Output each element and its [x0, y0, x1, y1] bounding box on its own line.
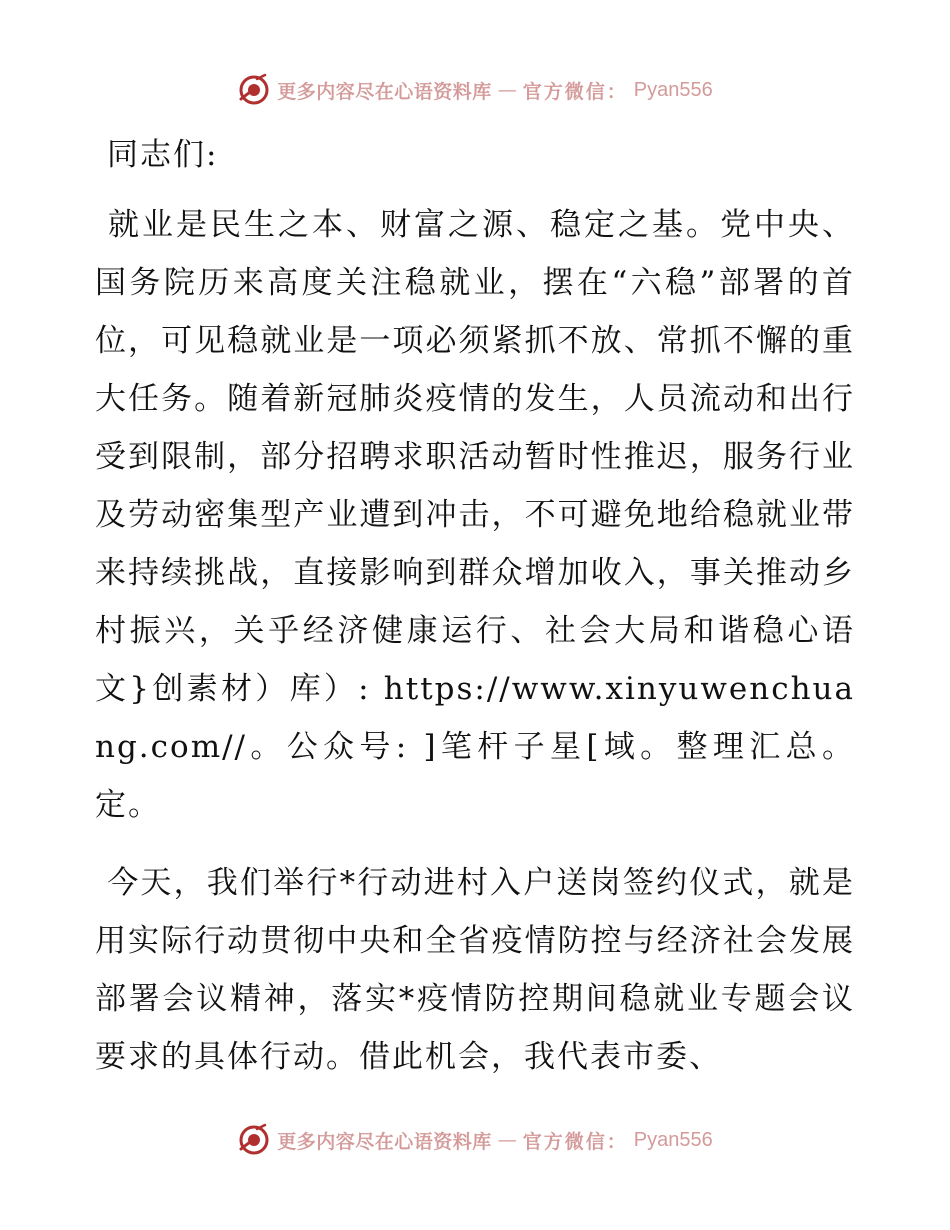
banner-wechat-label: 官方微信： — [522, 80, 628, 103]
document-body — [95, 120, 855, 1106]
paragraph — [95, 854, 855, 1086]
salutation: 同志们: — [107, 137, 219, 173]
paragraph-text: 就业是民生之本、财富之源、稳定之基。党中央、国务院历来高度关注稳就业，摆在“六稳”部署的首位，可见稳就业是一项必须紧抓不放、常抓不懈的重大任务。随着新冠肺炎疫情的发生，人员流动和出行受到限制，部分招聘求职活动暂时性推迟，服务行业及劳动密集型产业遭到冲击，不可避免地给稳就业带来持续挑战，直接影响到群众增加收入，事关推动乡村振兴，关乎经济健康运行、社会大局和谐稳心语文}创素材）库）: https://www.xinyuwenchuang.com//。公众号: ]笔杆子星[域。整理汇总。定。 — [95, 207, 855, 823]
logo-icon — [237, 1123, 271, 1157]
banner-wechat-label: 官方微信： — [522, 1130, 628, 1153]
banner-wechat-id: Pyan556 — [633, 1128, 713, 1151]
header-banner — [0, 70, 950, 110]
footer-banner — [0, 1120, 950, 1160]
banner-dash: — — [497, 1129, 517, 1151]
banner-dash: — — [497, 79, 517, 101]
banner-slogan: 更多内容尽在心语资料库 — [277, 1130, 492, 1153]
banner-slogan: 更多内容尽在心语资料库 — [277, 80, 492, 103]
banner-wechat-id: Pyan556 — [633, 78, 713, 101]
paragraph-text: 今天，我们举行*行动进村入户送岗签约仪式，就是用实际行动贯彻中央和全省疫情防控与经济社会发展部署会议精神，落实*疫情防控期间稳就业专题会议要求的具体行动。借此机会，我代表市委、 — [95, 865, 855, 1075]
paragraph — [95, 196, 855, 834]
logo-icon — [237, 73, 271, 107]
